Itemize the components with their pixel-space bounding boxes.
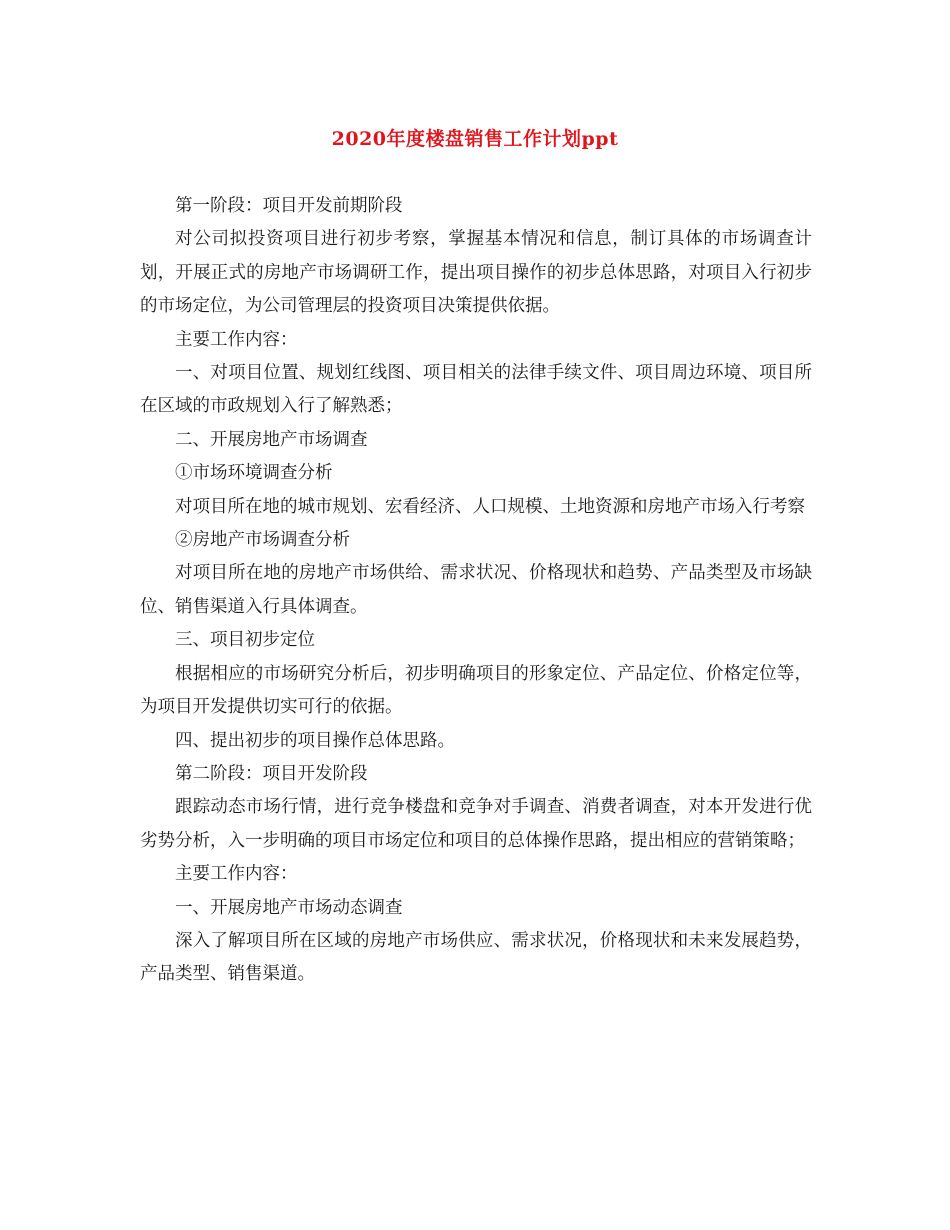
paragraph-item-two: 二、开展房地产市场调查 xyxy=(175,429,368,450)
paragraph-stage-two-item-one-body: 深入了解项目所在区域的房地产市场供应、需求状况，价格现状和未来发展趋势，产品类型、销售渠道。 xyxy=(140,930,812,985)
paragraph-sub-one-body: 对项目所在地的城市规划、宏看经济、人口规模、土地资源和房地产市场入行考察 xyxy=(175,496,805,517)
paragraph-stage-two-heading: 第二阶段：项目开发阶段 xyxy=(175,763,368,784)
paragraph-item-three: 三、项目初步定位 xyxy=(175,630,315,651)
paragraph-stage-two-intro: 跟踪动态市场行情，进行竞争楼盘和竞争对手调查、消费者调查，对本开发进行优劣势分析，入一步明确的项目市场定位和项目的总体操作思路，提出相应的营销策略； xyxy=(140,797,812,851)
paragraph-stage-one-intro: 对公司拟投资项目进行初步考察，掌握基本情况和信息，制订具体的市场调查计划，开展正式的房地产市场调研工作，提出项目操作的初步总体思路，对项目入行初步的市场定位，为公司管理层的投资项目决策提供依据。 xyxy=(140,229,812,317)
paragraph-item-three-body: 根据相应的市场研究分析后，初步明确项目的形象定位、产品定位、价格定位等，为项目开发提供切实可行的依据。 xyxy=(140,663,812,718)
paragraph-item-four: 四、提出初步的项目操作总体思路。 xyxy=(175,730,455,751)
paragraph-stage-two-item-one: 一、开展房地产市场动态调查 xyxy=(175,897,403,918)
paragraph-main-work-heading: 主要工作内容： xyxy=(175,329,298,350)
paragraph-sub-two-body: 对项目所在地的房地产市场供给、需求状况、价格现状和趋势、产品类型及市场缺位、销售渠道入行具体调查。 xyxy=(140,563,812,617)
document-title: 2020年度楼盘销售工作计划ppt xyxy=(331,128,619,150)
paragraph-item-one: 一、对项目位置、规划红线图、项目相关的法律手续文件、项目周边环境、项目所在区域的市政规划入行了解熟悉； xyxy=(140,363,812,417)
document-body xyxy=(140,190,812,992)
paragraph-stage-one-heading: 第一阶段：项目开发前期阶段 xyxy=(175,196,403,216)
paragraph-sub-one-heading: ①市场环境调查分析 xyxy=(175,463,333,484)
paragraph-main-work-heading-2: 主要工作内容： xyxy=(175,864,298,885)
paragraph-sub-two-heading: ②房地产市场调查分析 xyxy=(175,530,350,551)
